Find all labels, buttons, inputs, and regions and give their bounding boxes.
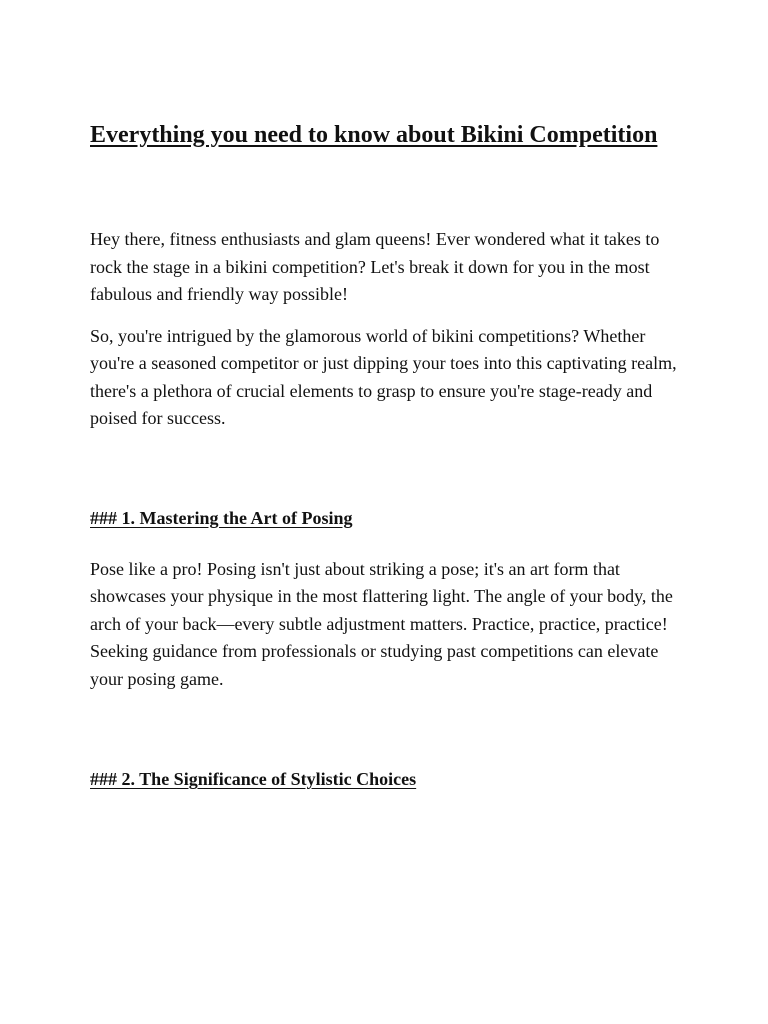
section-body-posing: Pose like a pro! Posing isn't just about striking a pose; it's an art form that showcases your physique in the most flattering light. The angle of your body, the arch of your back—every subtle adjustment matters. Practice, practice, practice! Seeking guidance from professionals or studying past competitions can elevate your posing game. — [90, 558, 673, 689]
document-body — [90, 118, 690, 793]
section-heading-posing: ### 1. Mastering the Art of Posing — [90, 507, 353, 528]
section-heading-stylistic-choices: ### 2. The Significance of Stylistic Choices — [90, 769, 417, 789]
document-title: Everything you need to know about Bikini Competition — [90, 122, 658, 148]
intro-paragraph-1: Hey there, fitness enthusiasts and glam queens! Ever wondered what it takes to rock the stage in a bikini competition? Let's break it down for you in the most fabulous and friendly way possible! — [90, 229, 660, 304]
intro-paragraph-2: So, you're intrigued by the glamorous world of bikini competitions? Whether you're a seasoned competitor or just dipping your toes into this captivating realm, there's a plethora of crucial elements to grasp to ensure you're stage-ready and poised for success. — [90, 325, 677, 428]
